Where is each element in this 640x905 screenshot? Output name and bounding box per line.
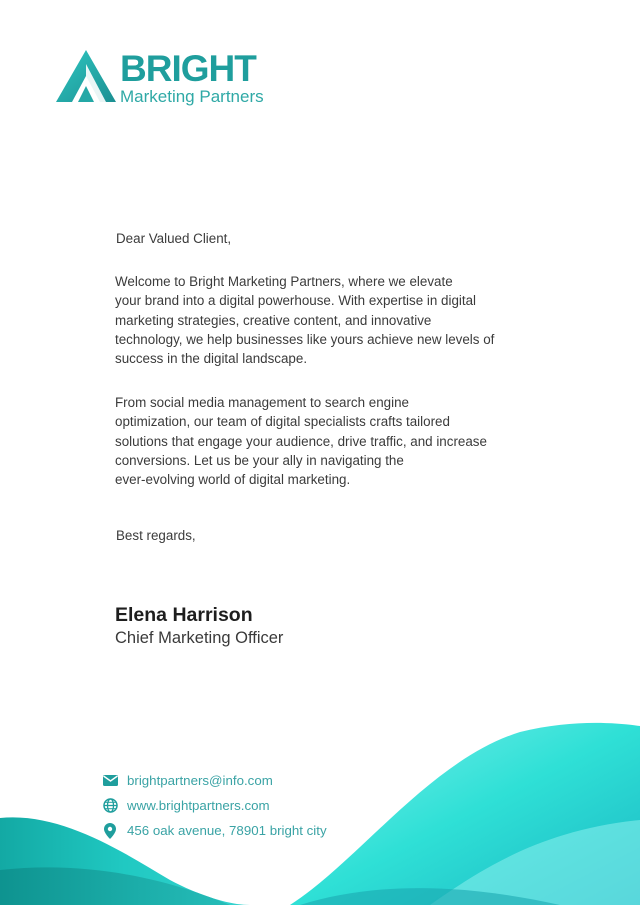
contact-website[interactable] — [102, 793, 327, 818]
email-address[interactable]: brightpartners@info.com — [127, 773, 273, 788]
envelope-icon — [102, 773, 118, 789]
triangle-logo-icon — [54, 48, 118, 104]
brand-tagline: Marketing Partners — [120, 87, 264, 106]
map-pin-icon — [102, 823, 118, 839]
website-url[interactable]: www.brightpartners.com — [127, 798, 270, 813]
contact-email[interactable] — [102, 768, 327, 793]
postal-address: 456 oak avenue, 78901 bright city — [127, 823, 327, 838]
letter-body — [115, 229, 515, 514]
contact-list — [102, 768, 327, 843]
closing: Best regards, — [116, 528, 196, 543]
signer-name: Elena Harrison — [115, 604, 253, 626]
contact-address — [102, 818, 327, 843]
globe-icon — [102, 798, 118, 814]
brand-name: BRIGHT — [120, 48, 256, 89]
signer-title: Chief Marketing Officer — [115, 629, 284, 647]
salutation: Dear Valued Client, — [116, 231, 232, 246]
paragraph-intro: Welcome to Bright Marketing Partners, where we elevate your brand into a digital powerhouse. With expertise in digital marketing strategies, creative content, and innovative technology, we help businesses like yours achieve new levels of success in the digital landscape. — [115, 274, 495, 367]
paragraph-services: From social media management to search engine optimization, our team of digital specialists crafts tailored solutions that engage your audience, drive traffic, and increase conversions. Let us be your ally in navigating the ever-evolving world of digital marketing. — [115, 395, 487, 488]
brand-logo — [54, 48, 264, 106]
